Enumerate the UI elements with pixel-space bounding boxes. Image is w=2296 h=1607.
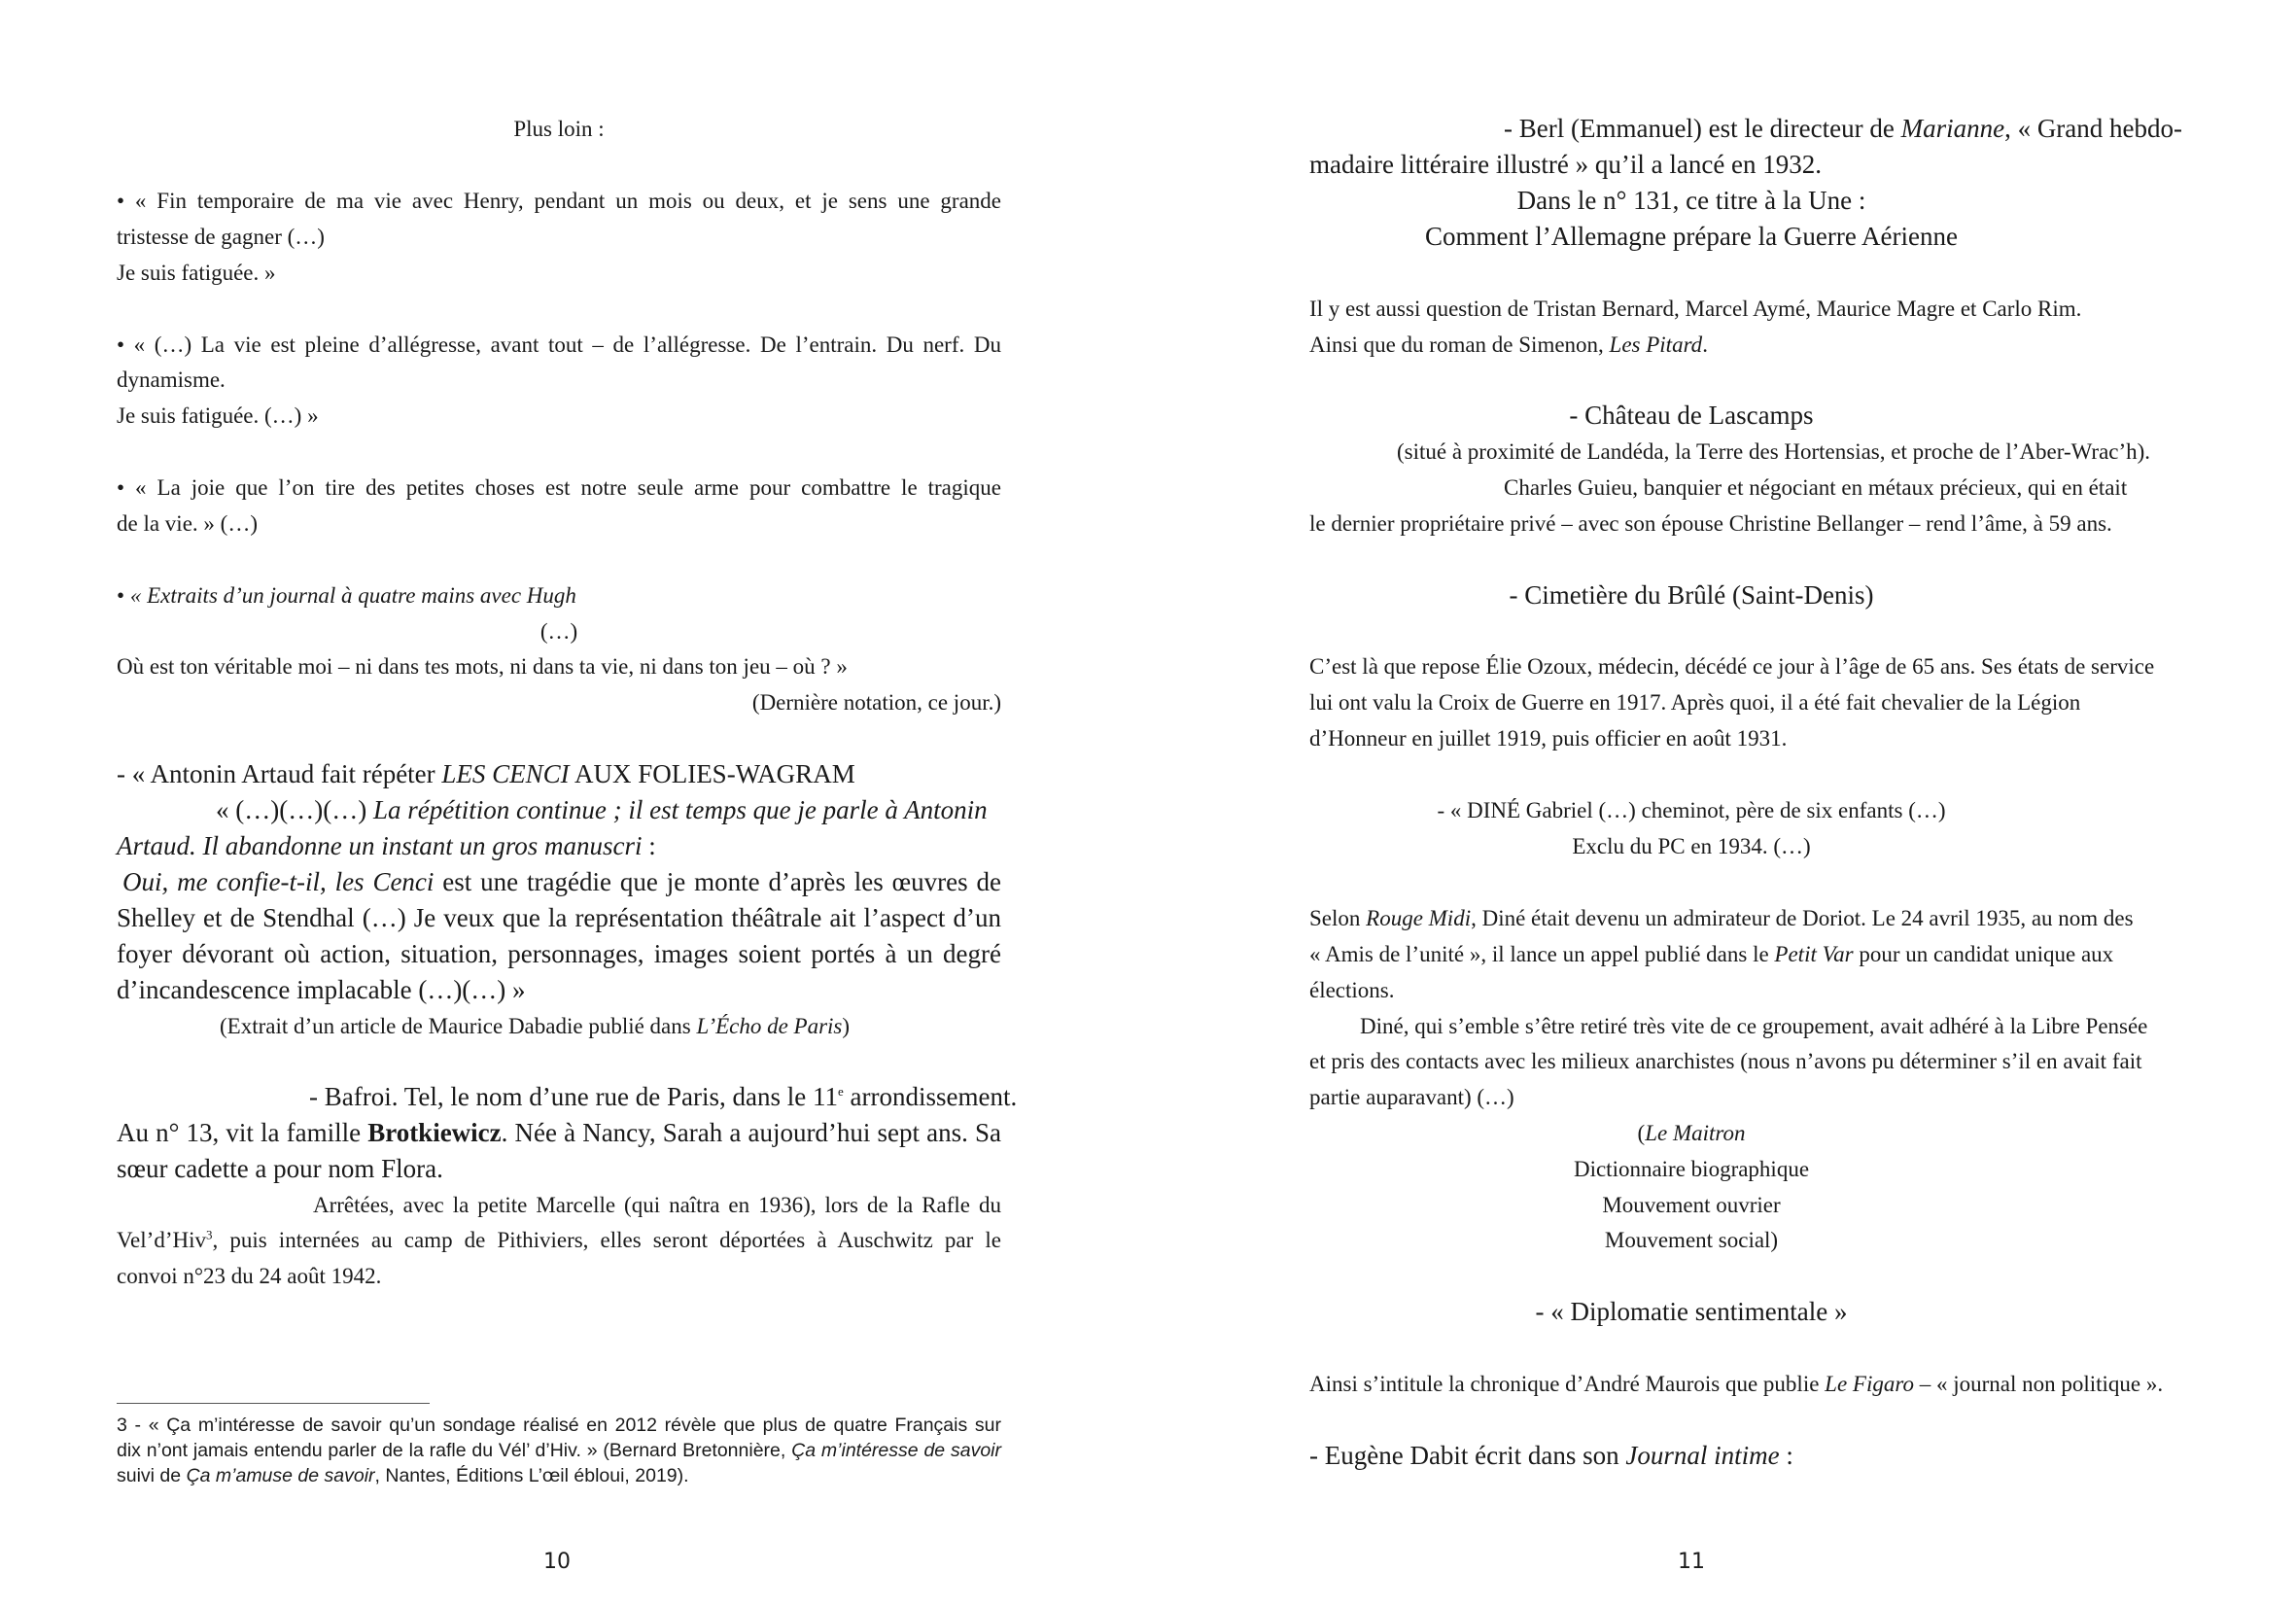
quote2-line2: dynamisme. (117, 367, 226, 392)
quote4-title: • « Extraits d’un journal à quatre mains avec Hugh (117, 583, 576, 608)
maitron-line3: Mouvement ouvrier (1602, 1193, 1781, 1217)
dabit-line: - Eugène Dabit écrit dans son Journal intime : (1309, 1441, 1793, 1470)
artaud-line6: foyer dévorant où action, situation, personnages, images soient portés à un degré (117, 939, 1001, 968)
dine-p2-line3: partie auparavant) (…) (1309, 1085, 1514, 1109)
cimetiere-title: - Cimetière du Brûlé (Saint-Denis) (1509, 580, 1874, 610)
cimetiere-line1: C’est là que repose Élie Ozoux, médecin, décédé ce jour à l’âge de 65 ans. Ses états de service (1309, 654, 2155, 679)
page-number-left: 10 (543, 1550, 571, 1574)
quote3-line2: de la vie. » (…) (117, 511, 258, 536)
artaud-line4: Oui, me confie-t-il, les Cenci est une tragédie que je monte d’après les œuvres de (122, 867, 1001, 896)
artaud-line2: « (…)(…)(…) La répétition continue ; il est temps que je parle à Antonin (216, 795, 988, 824)
artaud-line1: - « Antonin Artaud fait répéter LES CENCI AUX FOLIES-WAGRAM (117, 759, 855, 788)
quote1-line1: • « Fin temporaire de ma vie avec Henry, pendant un mois ou deux, et je sens une grande (117, 189, 1001, 213)
chateau-line2: Charles Guieu, banquier et négociant en métaux précieux, qui en était (1504, 475, 2128, 500)
chateau-line1: (situé à proximité de Landéda, la Terre des Hortensias, et proche de l’Aber-Wrac’h). (1397, 439, 2151, 464)
bafroi-line5: Vel’d’Hiv$^3$, puis internées au camp de Pithiviers, elles seront déportées à Auschwitz par le (117, 1227, 1001, 1252)
dine-p2-line2: et pris des contacts avec les milieux anarchistes (nous n’avons pu déterminer s’il en avait fait (1309, 1049, 2142, 1073)
quote4-ellipsis: (…) (539, 619, 578, 644)
right-page (1148, 0, 2296, 1607)
artaud-line7: d’incandescence implacable (…)(…) » (117, 975, 526, 1004)
footnote-line2: dix n’ont jamais entendu parler de la rafle du Vél’ d’Hiv. » (Bernard Bretonnière, Ça m’intéresse de savoir (117, 1440, 1001, 1461)
maitron-title: (Le Maitron (1637, 1121, 1746, 1145)
quote3-line1: • « La joie que l’on tire des petites choses est notre seule arme pour combattre le tragique (117, 475, 1001, 500)
quote4-line: Où est ton véritable moi – ni dans tes mots, ni dans ta vie, ni dans ton jeu – où ? » (117, 654, 848, 679)
page-number-right: 11 (1678, 1550, 1705, 1574)
dine-p1-line3: élections. (1309, 978, 1395, 1002)
berl-line3: Dans le n° 131, ce titre à la Une : (1516, 186, 1866, 215)
quote4-note: (Dernière notation, ce jour.) (751, 690, 1001, 715)
bafroi-line3: sœur cadette a pour nom Flora. (117, 1154, 443, 1183)
quote2-line3: Je suis fatiguée. (…) » (117, 403, 319, 428)
dine-line1: - « DINÉ Gabriel (…) cheminot, père de six enfants (…) (1437, 798, 1946, 822)
footnote-line1: 3 - « Ça m’intéresse de savoir qu’un sondage réalisé en 2012 révèle que plus de quatre Français sur (117, 1415, 1001, 1436)
heading-plus-loin: Plus loin : (513, 117, 605, 141)
berl-line1: - Berl (Emmanuel) est le directeur de Marianne, « Grand hebdo- (1504, 114, 2183, 143)
footnote-line3: suivi de Ça m’amuse de savoir, Nantes, Éditions L’œil ébloui, 2019). (117, 1465, 689, 1486)
berl-title-une: Comment l’Allemagne prépare la Guerre Aérienne (1424, 222, 1958, 251)
quote2-line1: • « (…) La vie est pleine d’allégresse, avant tout – de l’allégresse. De l’entrain. Du nerf. Du (117, 332, 1001, 357)
bafroi-line2: Au n° 13, vit la famille Brotkiewicz. Née à Nancy, Sarah a aujourd’hui sept ans. Sa (117, 1118, 1002, 1147)
artaud-source: (Extrait d’un article de Maurice Dabadie publié dans L’Écho de Paris) (220, 1014, 851, 1038)
artaud-line3: Artaud. Il abandonne un instant un gros manuscri : (117, 831, 656, 860)
maitron-line2: Dictionnaire biographique (1573, 1157, 1810, 1181)
bafroi-line1: - Bafroi. Tel, le nom d’une rue de Paris, dans le 11e arrondissement. (309, 1082, 1018, 1111)
dine-p1-line1: Selon Rouge Midi, Diné était devenu un admirateur de Doriot. Le 24 avril 1935, au nom des (1309, 906, 2134, 930)
chateau-line3: le dernier propriétaire privé – avec son épouse Christine Bellanger – rend l’âme, à 59 ans. (1309, 511, 2112, 536)
dine-p2-line1: Diné, qui s’emble s’être retiré très vite de ce groupement, avait adhéré à la Libre Pensée (1360, 1014, 2148, 1038)
dine-line2: Exclu du PC en 1934. (…) (1572, 834, 1811, 858)
bafroi-line6: convoi n°23 du 24 août 1942. (117, 1264, 382, 1288)
quote1-line2: tristesse de gagner (…) (117, 225, 325, 249)
also-line2: Ainsi que du roman de Simenon, Les Pitard. (1309, 332, 1708, 357)
bafroi-line4: Arrêtées, avec la petite Marcelle (qui naîtra en 1936), lors de la Rafle du (313, 1193, 1001, 1217)
berl-line2: madaire littéraire illustré » qu’il a lancé en 1932. (1309, 150, 1823, 179)
cimetiere-line3: d’Honneur en juillet 1919, puis officier en août 1931. (1309, 726, 1788, 751)
artaud-line5: Shelley et de Stendhal (…) Je veux que la représentation théâtrale ait l’aspect d’un (117, 903, 1001, 932)
also-line1: Il y est aussi question de Tristan Bernard, Marcel Aymé, Maurice Magre et Carlo Rim. (1309, 297, 2082, 321)
cimetiere-line2: lui ont valu la Croix de Guerre en 1917. Après quoi, il a été fait chevalier de la Légion (1309, 690, 2081, 715)
chateau-title: - Château de Lascamps (1569, 401, 1814, 430)
dine-p1-line2: « Amis de l’unité », il lance un appel publié dans le Petit Var pour un candidat unique aux (1309, 942, 2114, 966)
maitron-line4: Mouvement social) (1604, 1228, 1779, 1252)
footnote-rule (117, 1403, 430, 1404)
diplomatie-title: - « Diplomatie sentimentale » (1535, 1297, 1848, 1326)
quote1-line3: Je suis fatiguée. » (117, 261, 276, 285)
diplomatie-line1: Ainsi s’intitule la chronique d’André Maurois que publie Le Figaro – « journal non politique ». (1309, 1372, 2164, 1396)
